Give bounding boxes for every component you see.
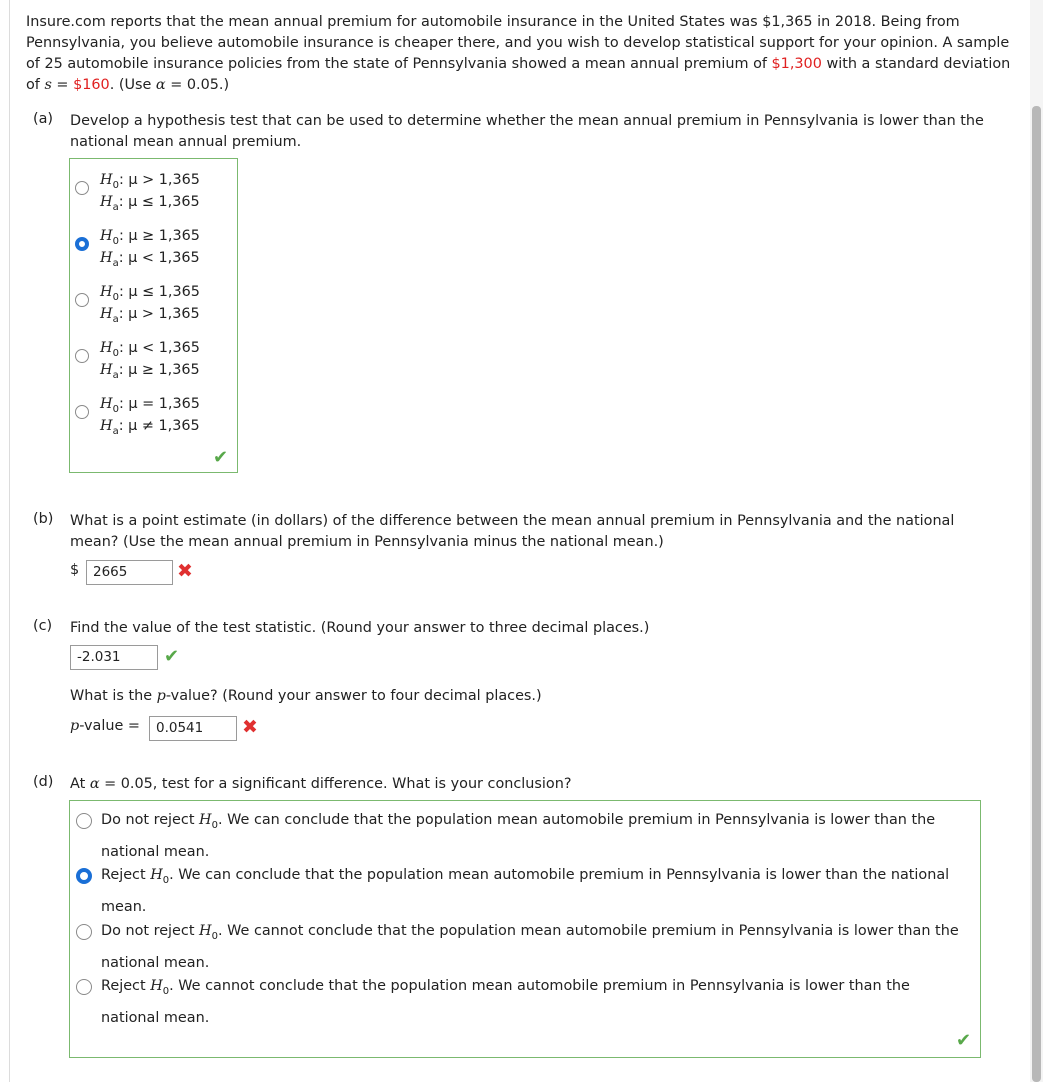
intro-text-3: = xyxy=(51,77,74,93)
part-c-label: (c) xyxy=(33,618,53,634)
alternative-hypothesis: $H_a$: μ ≥ 1,365 xyxy=(100,362,200,381)
conclusion-text xyxy=(101,918,971,976)
conclusion-verb: Reject xyxy=(101,978,151,994)
ha-expression: μ ≠ 1,365 xyxy=(128,418,200,434)
pvalue-q-text-b: -value? (Round your answer to four decimal places.) xyxy=(165,688,542,704)
part-b-question: What is a point estimate (in dollars) of the difference between the mean annual premium in Pennsylvania and the national mean? (Use the mean annual premium in Pennsylvania minus the national mean.) xyxy=(70,513,955,550)
h0-expression: μ > 1,365 xyxy=(128,172,200,188)
conclusion-verb: Do not reject xyxy=(101,812,200,828)
scrollbar-thumb[interactable] xyxy=(1032,106,1041,1082)
conclusion-option[interactable] xyxy=(76,862,966,914)
hypothesis-options-box xyxy=(69,158,238,473)
h0-expression: μ ≥ 1,365 xyxy=(128,228,200,244)
problem-intro xyxy=(26,12,1011,96)
null-hypothesis: $H_0$: μ ≤ 1,365 xyxy=(100,284,200,303)
hypothesis-option[interactable] xyxy=(70,169,230,217)
incorrect-icon: ✖ xyxy=(242,716,258,738)
part-d-label: (d) xyxy=(33,774,54,790)
null-hypothesis: $H_0$: μ = 1,365 xyxy=(100,396,200,415)
scrollbar-track[interactable] xyxy=(1030,0,1043,1082)
conclusion-rest: . We cannot conclude that the population mean automobile premium in Pennsylvania is lower than the national mean. xyxy=(101,978,910,1026)
radio-button[interactable] xyxy=(75,181,89,195)
alpha-symbol: α xyxy=(89,776,100,792)
ha-expression: μ > 1,365 xyxy=(128,306,200,322)
pvalue-label-rest: -value = xyxy=(79,718,140,734)
part-c-question-1: Find the value of the test statistic. (Round your answer to three decimal places.) xyxy=(70,620,650,636)
null-hypothesis: $H_0$: μ < 1,365 xyxy=(100,340,200,359)
sample-mean: $1,300 xyxy=(771,56,822,72)
conclusion-options-box xyxy=(69,800,981,1058)
point-estimate-input[interactable]: 2665 xyxy=(86,560,173,585)
radio-button[interactable] xyxy=(75,349,89,363)
h0-symbol: H xyxy=(199,812,212,828)
h0-symbol: H xyxy=(100,396,113,412)
h0-subscript: 0 xyxy=(162,874,170,886)
ha-symbol: H xyxy=(100,306,113,322)
h0-subscript: 0 xyxy=(162,985,170,997)
ha-expression: μ ≤ 1,365 xyxy=(128,194,200,210)
null-hypothesis: $H_0$: μ ≥ 1,365 xyxy=(100,228,200,247)
ha-symbol: H xyxy=(100,418,113,434)
alternative-hypothesis: $H_a$: μ > 1,365 xyxy=(100,306,200,325)
h0-expression: μ < 1,365 xyxy=(128,340,200,356)
ha-subscript: a xyxy=(112,257,119,269)
ha-symbol: H xyxy=(100,194,113,210)
hypothesis-option[interactable] xyxy=(70,225,230,273)
s-symbol: s xyxy=(44,77,52,93)
radio-button[interactable] xyxy=(75,293,89,307)
hypothesis-option[interactable] xyxy=(70,337,230,385)
h0-expression: μ ≤ 1,365 xyxy=(128,284,200,300)
ha-expression: μ ≥ 1,365 xyxy=(128,362,200,378)
conclusion-rest: . We cannot conclude that the population mean automobile premium in Pennsylvania is lower than the national mean. xyxy=(101,923,959,971)
alternative-hypothesis: $H_a$: μ ≠ 1,365 xyxy=(100,418,200,437)
conclusion-text xyxy=(101,862,971,920)
part-d-q-b: = 0.05, test for a significant difference. What is your conclusion? xyxy=(99,776,572,792)
alpha-symbol: α xyxy=(155,77,166,93)
hypothesis-option[interactable] xyxy=(70,281,230,329)
conclusion-option[interactable] xyxy=(76,807,966,859)
part-d-q-a: At xyxy=(70,776,90,792)
intro-text-2: with a standard deviation of xyxy=(26,56,1011,93)
pvalue-label xyxy=(70,718,140,734)
currency-symbol: $ xyxy=(70,562,80,578)
intro-text-5: = 0.05.) xyxy=(165,77,230,93)
radio-button[interactable] xyxy=(75,237,89,251)
ha-subscript: a xyxy=(112,425,119,437)
h0-symbol: H xyxy=(100,284,113,300)
radio-button[interactable] xyxy=(76,979,92,995)
radio-button[interactable] xyxy=(76,813,92,829)
h0-symbol: H xyxy=(150,978,163,994)
radio-button[interactable] xyxy=(75,405,89,419)
left-border xyxy=(9,0,10,1082)
alternative-hypothesis: $H_a$: μ ≤ 1,365 xyxy=(100,194,200,213)
ha-expression: μ < 1,365 xyxy=(128,250,200,266)
h0-expression: μ = 1,365 xyxy=(128,396,200,412)
null-hypothesis: $H_0$: μ > 1,365 xyxy=(100,172,200,191)
pvalue-label-p: p xyxy=(70,718,80,734)
h0-subscript: 0 xyxy=(112,347,119,359)
ha-symbol: H xyxy=(100,362,113,378)
conclusion-option[interactable] xyxy=(76,918,966,970)
h0-symbol: H xyxy=(199,923,212,939)
conclusion-option[interactable] xyxy=(76,973,966,1025)
h0-subscript: 0 xyxy=(211,930,218,942)
ha-subscript: a xyxy=(112,369,119,381)
alternative-hypothesis: $H_a$: μ < 1,365 xyxy=(100,250,200,269)
p-symbol: p xyxy=(156,688,166,704)
correct-icon: ✔ xyxy=(164,646,180,667)
part-b-label: (b) xyxy=(33,511,54,527)
test-statistic-input[interactable]: -2.031 xyxy=(70,645,158,670)
correct-icon: ✔ xyxy=(956,1030,972,1051)
h0-symbol: H xyxy=(100,228,113,244)
conclusion-rest: . We can conclude that the population mean automobile premium in Pennsylvania is lower than the national mean. xyxy=(101,867,950,915)
part-a-question: Develop a hypothesis test that can be used to determine whether the mean annual premium in Pennsylvania is lower than the national mean annual premium. xyxy=(70,113,984,150)
conclusion-text xyxy=(101,807,971,865)
h0-symbol: H xyxy=(100,340,113,356)
radio-button[interactable] xyxy=(76,924,92,940)
ha-subscript: a xyxy=(112,313,119,325)
h0-subscript: 0 xyxy=(112,291,119,303)
intro-text-1: Insure.com reports that the mean annual premium for automobile insurance in the United States was $1,365 in 2018. Being from Pennsylvania, you believe automobile insurance is cheaper there, and you wish to develop statistical support for your opinion. A sample of 25 automobile insurance policies from the state of Pennsylvania showed a mean annual premium of xyxy=(26,14,1010,72)
conclusion-verb: Do not reject xyxy=(101,923,200,939)
conclusion-rest: . We can conclude that the population mean automobile premium in Pennsylvania is lower than the national mean. xyxy=(101,812,936,860)
standard-deviation: $160 xyxy=(73,77,110,93)
correct-icon: ✔ xyxy=(213,447,229,468)
h0-subscript: 0 xyxy=(112,179,119,191)
h0-subscript: 0 xyxy=(211,819,218,831)
part-a-label: (a) xyxy=(33,111,54,127)
h0-subscript: 0 xyxy=(112,235,119,247)
ha-subscript: a xyxy=(112,201,119,213)
ha-symbol: H xyxy=(100,250,113,266)
h0-subscript: 0 xyxy=(112,403,119,415)
conclusion-text xyxy=(101,973,971,1031)
hypothesis-option[interactable] xyxy=(70,393,230,441)
pvalue-input[interactable]: 0.0541 xyxy=(149,716,237,741)
part-a xyxy=(33,111,1003,155)
incorrect-icon: ✖ xyxy=(177,560,193,582)
intro-text-4: . (Use xyxy=(109,77,156,93)
pvalue-question xyxy=(70,688,542,704)
h0-symbol: H xyxy=(100,172,113,188)
h0-symbol: H xyxy=(150,867,163,883)
conclusion-verb: Reject xyxy=(101,867,151,883)
radio-button[interactable] xyxy=(76,868,92,884)
part-b xyxy=(33,511,1003,555)
pvalue-q-text-a: What is the xyxy=(70,688,157,704)
